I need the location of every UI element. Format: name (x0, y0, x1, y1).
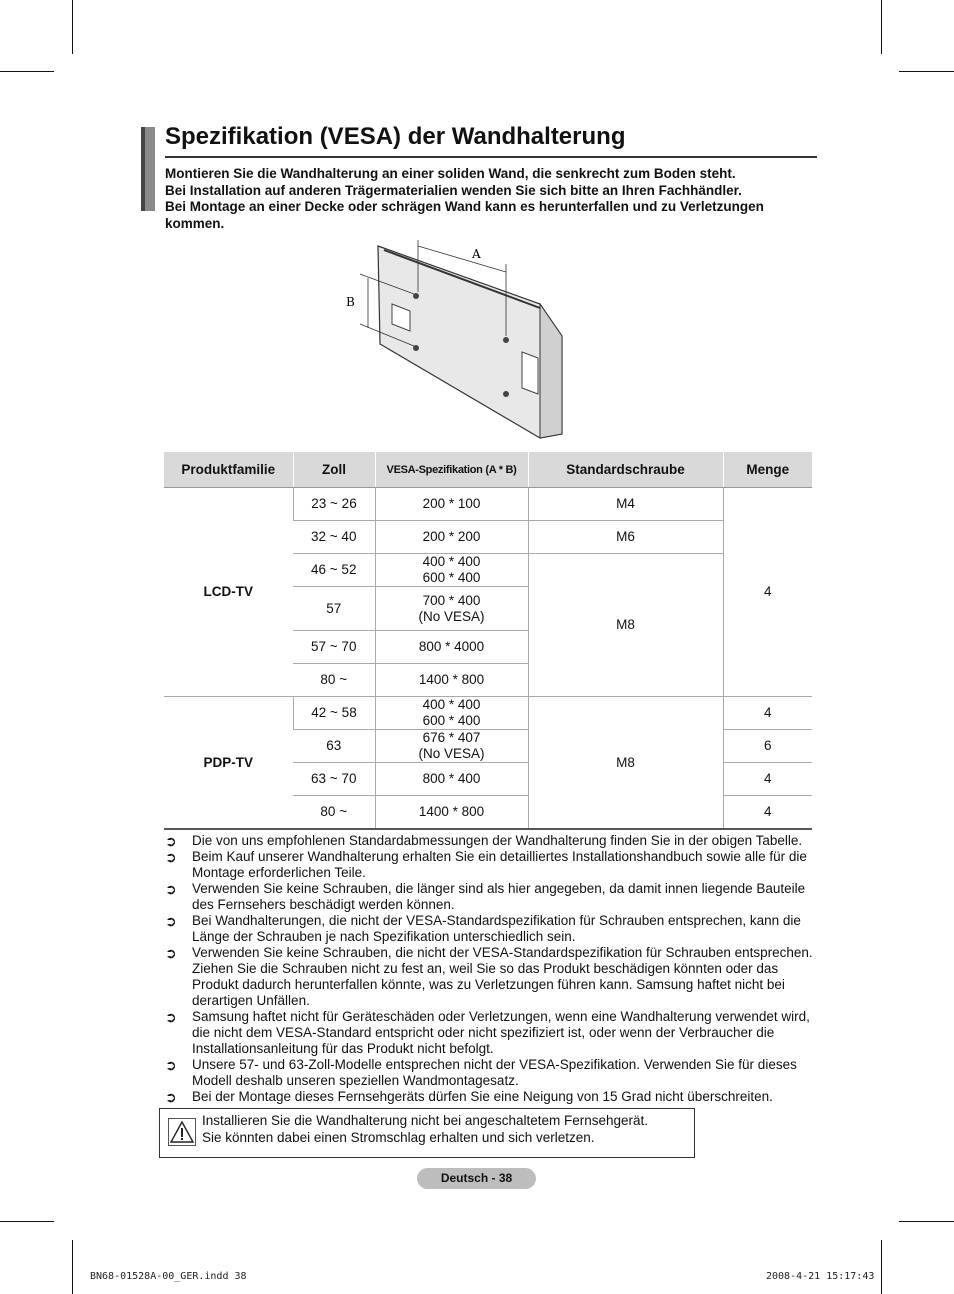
vesa-value: 600 * 400 (422, 713, 481, 728)
crop-mark (0, 71, 54, 72)
column-header: Menge (723, 452, 812, 488)
vesa-cell (375, 796, 528, 830)
vesa-cell (375, 730, 528, 763)
vesa-value: 200 * 100 (422, 496, 481, 511)
vesa-cell (375, 697, 528, 730)
crop-mark (72, 1240, 73, 1294)
list-item (165, 1009, 820, 1057)
screw-cell: M8 (528, 554, 723, 697)
dimension-b-label: B (346, 295, 355, 309)
vesa-value: 800 * 4000 (418, 639, 485, 654)
vesa-cell (375, 521, 528, 554)
intro-line: Bei Installation auf anderen Trägermaterialien wenden Sie sich bitte an Ihren Fachhändler. (165, 182, 742, 198)
vesa-cell (375, 587, 528, 631)
tv-back-diagram (340, 234, 565, 440)
title-divider (165, 156, 817, 158)
list-item (165, 1057, 820, 1089)
vesa-value: 600 * 400 (422, 570, 481, 585)
notes-list (165, 833, 820, 1105)
note-text: Bei Wandhalterungen, die nicht der VESA-Standardspezifikation für Schrauben entsprechen, kann die Länge der Schrauben je nach Spezifikation unterschiedlich sein. (192, 913, 801, 944)
arrow-bullet-icon: ➲ (165, 881, 177, 897)
vesa-value: (No VESA) (418, 746, 485, 761)
arrow-bullet-icon: ➲ (165, 833, 177, 849)
size-cell: 42 ~ 58 (293, 697, 375, 730)
arrow-bullet-icon: ➲ (165, 913, 177, 929)
screw-hole (503, 391, 509, 397)
column-header: Standardschraube (528, 452, 723, 488)
size-cell: 63 (293, 730, 375, 763)
list-item (165, 1089, 820, 1105)
vesa-cell (375, 631, 528, 664)
tv-side (540, 304, 562, 438)
warning-box (159, 1108, 695, 1158)
crop-mark (0, 1221, 54, 1222)
note-text: Die von uns empfohlenen Standardabmessungen der Wandhalterung finden Sie in der obigen Tabelle. (192, 833, 803, 848)
footer-filename: BN68-01528A-00_GER.indd 38 (90, 1271, 247, 1282)
list-item (165, 849, 820, 881)
warning-icon (168, 1118, 196, 1146)
list-item (165, 881, 820, 913)
vesa-value: 700 * 400 (422, 592, 481, 608)
note-text: Beim Kauf unserer Wandhalterung erhalten Sie ein detailliertes Installationshandbuch sowie alle für die Montage erforderlichen Teile. (192, 849, 807, 880)
size-cell: 63 ~ 70 (293, 763, 375, 796)
vesa-cell (375, 763, 528, 796)
product-family-pdp: PDP-TV (164, 697, 293, 830)
quantity-cell: 4 (723, 488, 812, 697)
arrow-bullet-icon: ➲ (165, 849, 177, 865)
vesa-value: 676 * 407 (422, 730, 481, 745)
note-text: Unsere 57- und 63-Zoll-Modelle entsprechen nicht der VESA-Spezifikation. Verwenden Sie für dieses Modell deshalb unseren speziellen Wandmontagesatz. (192, 1057, 797, 1088)
warning-text (202, 1112, 648, 1146)
warning-line: Sie könnten dabei einen Stromschlag erhalten und sich verletzen. (202, 1130, 595, 1145)
crop-mark (881, 1240, 882, 1294)
note-text: Bei der Montage dieses Fernsehgeräts dürfen Sie eine Neigung von 15 Grad nicht überschreiten. (192, 1089, 773, 1104)
table-row (164, 488, 812, 521)
table-header-row (164, 452, 812, 488)
tv-body (378, 246, 562, 438)
size-cell: 46 ~ 52 (293, 554, 375, 587)
intro-text (165, 166, 815, 232)
arrow-bullet-icon: ➲ (165, 945, 177, 961)
list-item (165, 913, 820, 945)
vesa-value: 200 * 200 (422, 529, 481, 544)
page-number-badge: Deutsch - 38 (417, 1168, 536, 1189)
dimension-a-label: A (472, 247, 481, 261)
warning-line: Installieren Sie die Wandhalterung nicht bei angeschaltetem Fernsehgerät. (202, 1113, 649, 1128)
crop-mark (72, 0, 73, 54)
crop-mark (899, 1221, 954, 1222)
column-header: Produktfamilie (164, 452, 293, 488)
quantity-cell: 4 (723, 796, 812, 830)
arrow-bullet-icon: ➲ (165, 1057, 177, 1073)
vesa-value: 1400 * 800 (418, 804, 485, 819)
vesa-cell (375, 554, 528, 587)
vesa-value: 1400 * 800 (418, 672, 485, 687)
size-cell: 32 ~ 40 (293, 521, 375, 554)
tv-stand-panel (522, 352, 538, 394)
size-cell: 57 (293, 587, 375, 631)
crop-mark (899, 71, 954, 72)
column-header: Zoll (293, 452, 375, 488)
page-title: Spezifikation (VESA) der Wandhalterung (165, 123, 626, 150)
list-item (165, 945, 820, 1009)
quantity-cell: 4 (723, 763, 812, 796)
footer-timestamp: 2008-4-21 15:17:43 (766, 1271, 875, 1282)
arrow-bullet-icon: ➲ (165, 1009, 177, 1025)
note-text: Samsung haftet nicht für Geräteschäden oder Verletzungen, wenn eine Wandhalterung verwendet wird, die nicht dem VESA-Standard entspricht oder nicht spezifiziert ist, oder wenn der Verbraucher die Installationsanleitung für das Produkt nicht befolgt. (192, 1009, 810, 1056)
vesa-spec-table (164, 452, 812, 830)
screw-cell: M4 (528, 488, 723, 521)
vesa-value: 400 * 400 (422, 554, 481, 569)
size-cell: 80 ~ (293, 796, 375, 830)
title-accent-bar (141, 127, 155, 211)
column-header: VESA-Spezifikation (A * B) (375, 452, 528, 488)
table-row (164, 697, 812, 730)
vesa-value: 400 * 400 (422, 697, 481, 712)
intro-line: Bei Montage an einer Decke oder schrägen Wand kann es herunterfallen und zu Verletzungen kommen. (165, 199, 764, 231)
size-cell: 23 ~ 26 (293, 488, 375, 521)
vesa-value: 800 * 400 (422, 771, 481, 786)
vesa-value: (No VESA) (418, 608, 485, 624)
intro-line: Montieren Sie die Wandhalterung an einer soliden Wand, die senkrecht zum Boden steht. (165, 166, 736, 181)
screw-cell: M8 (528, 697, 723, 830)
screw-cell: M6 (528, 521, 723, 554)
note-text: Verwenden Sie keine Schrauben, die nicht der VESA-Standardspezifikation für Schrauben entsprechen. Ziehen Sie die Schrauben nicht zu fest an, weil Sie so das Produkt beschädigen könnten oder das Produkt dadurch herunterfallen könnte, was zu Verletzungen führen kann. Samsung haftet nicht bei derartigen Unfällen. (192, 945, 813, 1008)
screw-hole (503, 337, 509, 343)
size-cell: 80 ~ (293, 664, 375, 697)
arrow-bullet-icon: ➲ (165, 1089, 177, 1105)
quantity-cell: 4 (723, 697, 812, 730)
vesa-cell (375, 488, 528, 521)
product-family-lcd: LCD-TV (164, 488, 293, 697)
note-text: Verwenden Sie keine Schrauben, die länger sind als hier angegeben, da damit innen liegende Bauteile des Fernsehers beschädigt werden können. (192, 881, 806, 912)
size-cell: 57 ~ 70 (293, 631, 375, 664)
quantity-cell: 6 (723, 730, 812, 763)
crop-mark (881, 0, 882, 54)
list-item (165, 833, 820, 849)
vesa-cell (375, 664, 528, 697)
